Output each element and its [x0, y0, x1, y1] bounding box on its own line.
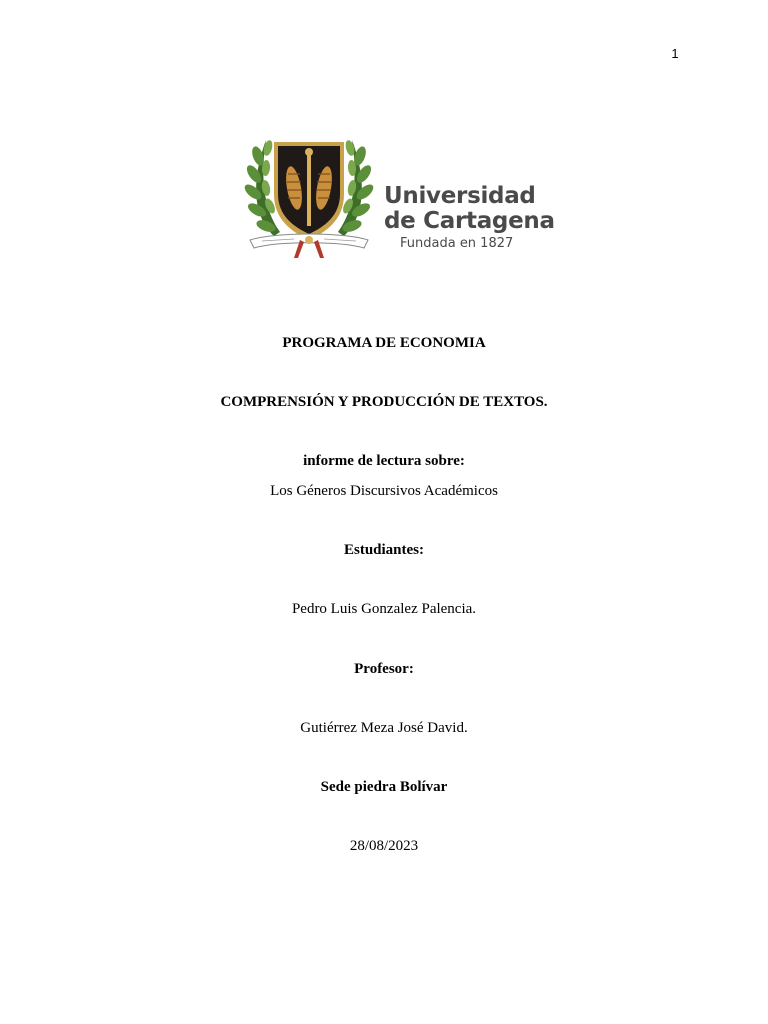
- document-date: 28/08/2023: [349, 838, 419, 854]
- page-number: 1: [671, 46, 679, 61]
- report-label: informe de lectura sobre:: [303, 453, 465, 469]
- student-name: Pedro Luis Gonzalez Palencia.: [291, 601, 477, 617]
- campus-name: Sede piedra Bolívar: [320, 779, 448, 795]
- institution-name-line1: Universidad: [384, 183, 536, 209]
- institution-name-line2: de Cartagena: [384, 208, 555, 234]
- report-topic: Los Géneros Discursivos Académicos: [270, 483, 498, 499]
- course-title: COMPRENSIÓN Y PRODUCCIÓN DE TEXTOS.: [220, 394, 548, 410]
- students-label: Estudiantes:: [343, 542, 425, 558]
- university-crest-icon: [244, 128, 374, 264]
- institution-tagline: Fundada en 1827: [400, 236, 514, 251]
- professor-name: Gutiérrez Meza José David.: [300, 720, 468, 736]
- logo-wordmark: [384, 184, 555, 254]
- program-title: PROGRAMA DE ECONOMIA: [282, 335, 486, 351]
- professor-label: Profesor:: [354, 661, 414, 677]
- university-logo: [244, 128, 555, 264]
